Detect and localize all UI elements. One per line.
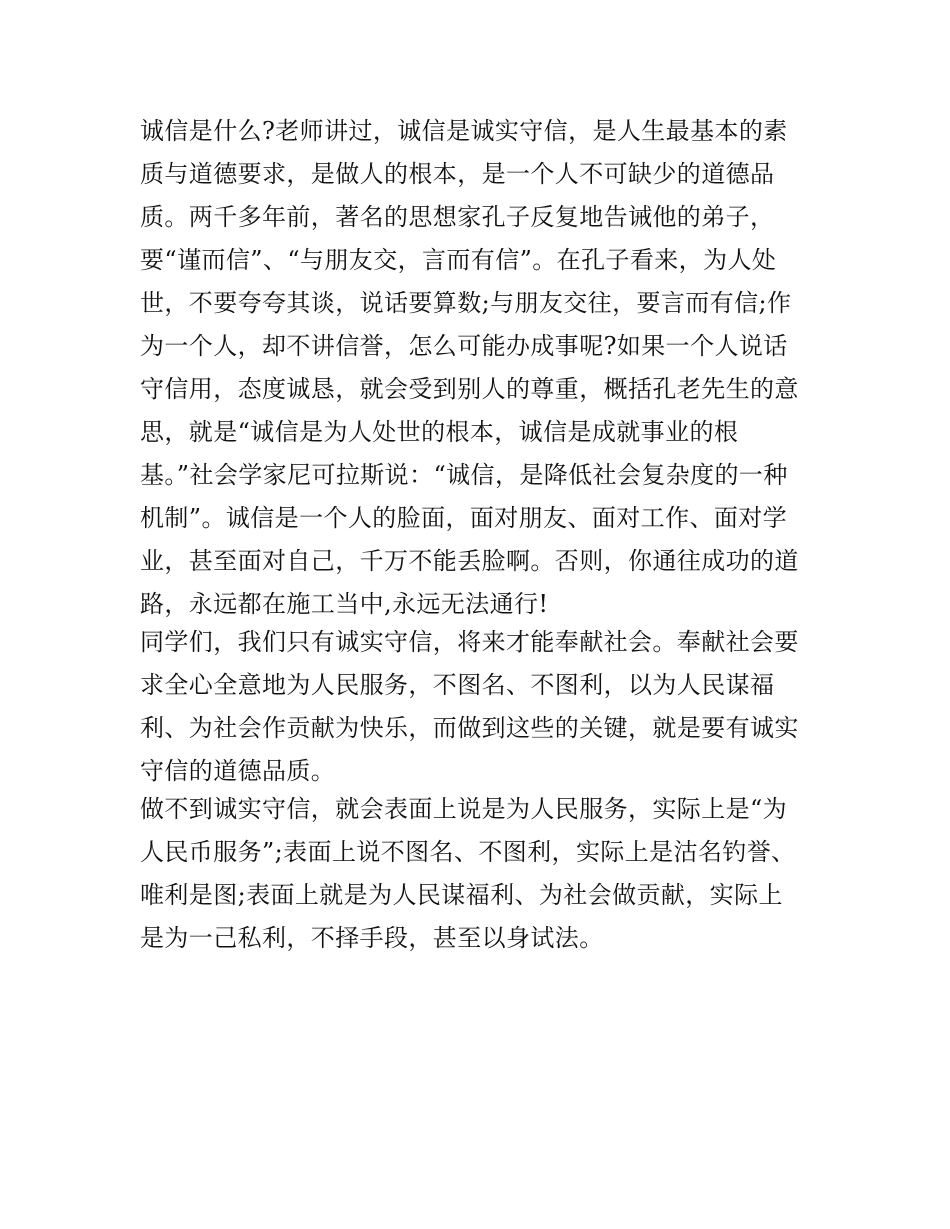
paragraph-line: 守信的道德品质。 <box>140 757 336 785</box>
paragraph-3 <box>140 788 830 960</box>
paragraph-line: 世，不要夸夸其谈，说话要算数;与朋友交往，要言而有信;作 <box>140 289 792 317</box>
paragraph-line: 质与道德要求，是做人的根本，是一个人不可缺少的道德品 <box>140 160 775 188</box>
paragraph-line: 求全心全意地为人民服务，不图名、不图利，以为人民谋福 <box>140 671 775 699</box>
paragraph-line: 人民币服务”;表面上说不图名、不图利，实际上是沽名钓誉、 <box>140 838 796 866</box>
paragraph-line: 路，永远都在施工当中,永远无法通行! <box>140 590 549 618</box>
paragraph-line: 诚信是什么?老师讲过，诚信是诚实守信，是人生最基本的素 <box>140 117 788 145</box>
paragraph-line: 机制”。诚信是一个人的脸面，面对朋友、面对工作、面对学 <box>140 504 788 532</box>
paragraph-line: 利、为社会作贡献为快乐，而做到这些的关键，就是要有诚实 <box>140 714 799 742</box>
paragraph-line: 业，甚至面对自己，千万不能丢脸啊。否则，你通往成功的道 <box>140 547 799 575</box>
paragraph-line: 要“谨而信”、“与朋友交，言而有信”。在孔子看来，为人处 <box>140 246 777 274</box>
document-body <box>140 110 830 960</box>
paragraph-line: 做不到诚实守信，就会表面上说是为人民服务，实际上是“为 <box>140 795 788 823</box>
paragraph-line: 为一个人，却不讲信誉，怎么可能办成事呢?如果一个人说话 <box>140 332 788 360</box>
paragraph-1 <box>140 110 830 626</box>
paragraph-line: 同学们，我们只有诚实守信，将来才能奉献社会。奉献社会要 <box>140 628 799 656</box>
paragraph-line: 基。”社会学家尼可拉斯说：“诚信，是降低社会复杂度的一种 <box>140 461 788 489</box>
paragraph-line: 思，就是“诚信是为人处世的根本，诚信是成就事业的根 <box>140 418 739 446</box>
paragraph-line: 守信用，态度诚恳，就会受到别人的尊重，概括孔老先生的意 <box>140 375 799 403</box>
paragraph-line: 质。两千多年前，著名的思想家孔子反复地告诫他的弟子， <box>140 203 775 231</box>
paragraph-line: 是为一己私利，不择手段，甚至以身试法。 <box>140 924 604 952</box>
paragraph-line: 唯利是图;表面上就是为人民谋福利、为社会做贡献，实际上 <box>140 881 783 909</box>
paragraph-2 <box>140 621 830 793</box>
